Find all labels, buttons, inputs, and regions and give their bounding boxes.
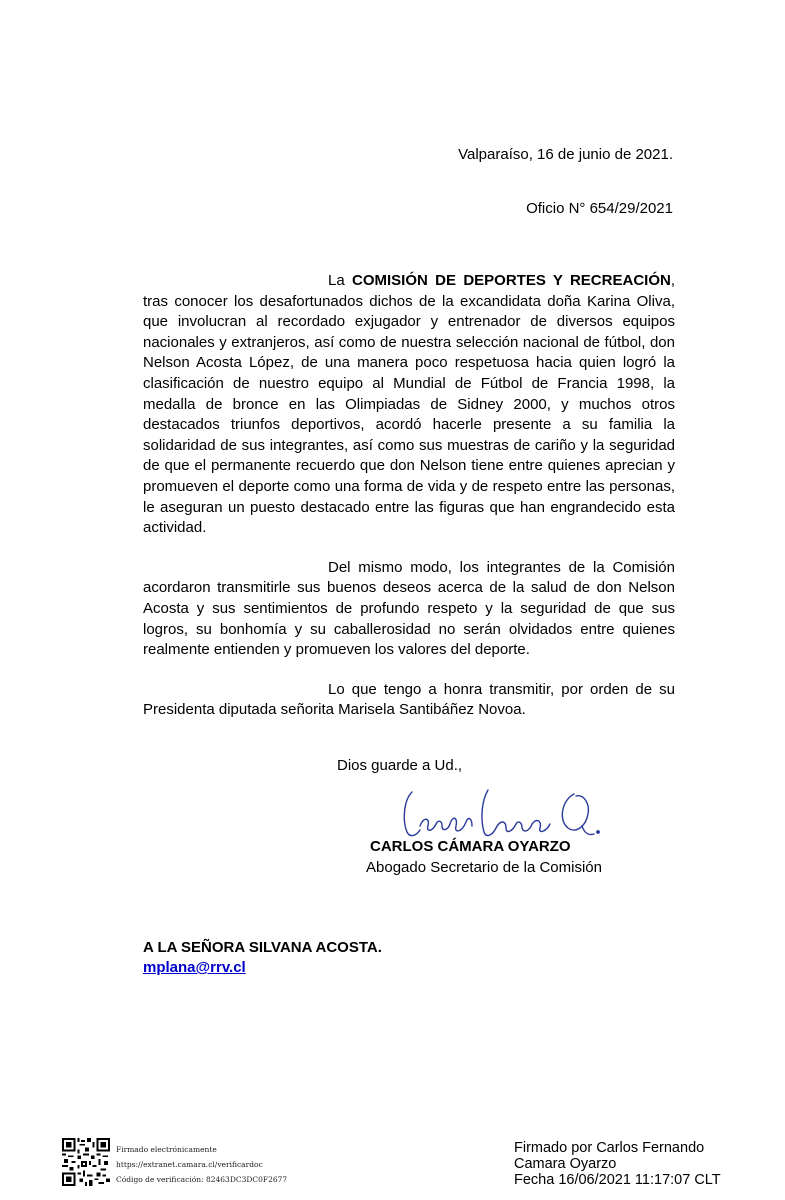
electronic-signed-label: Firmado electrónicamente bbox=[116, 1145, 217, 1154]
signed-by-line1: Firmado por Carlos Fernando bbox=[514, 1140, 705, 1156]
paragraph-2: Del mismo modo, los integrantes de la Comisión acordaron transmitirle sus buenos deseos acerca de la salud de don Nelson Acosta y sus sentimientos de profundo respeto y la seguridad de que sus logros, su bonhomía y su caballerosidad no serán olvidados entre quienes realmente entienden y promueven los valores del deporte. bbox=[143, 558, 675, 659]
closing-salutation: Dios guarde a Ud., bbox=[337, 757, 463, 774]
reference-number: Oficio N° 654/29/2021 bbox=[526, 200, 673, 217]
digital-signature-stamp bbox=[514, 1140, 721, 1188]
signer-title: Abogado Secretario de la Comisión bbox=[366, 859, 602, 876]
qr-code-icon bbox=[62, 1138, 110, 1186]
email-link[interactable]: mplana@rrv.cl bbox=[143, 959, 246, 976]
paragraph-3: Lo que tengo a honra transmitir, por orden de su Presidenta diputada señorita Marisela Santibáñez Novoa. bbox=[143, 680, 675, 719]
letter-body bbox=[143, 271, 675, 740]
signed-date: Fecha 16/06/2021 11:17:07 CLT bbox=[514, 1172, 721, 1188]
paragraph-1-lead: La bbox=[328, 272, 353, 289]
paragraph-1 bbox=[143, 271, 675, 539]
commission-name: COMISIÓN DE DEPORTES Y RECREACIÓN bbox=[352, 272, 671, 289]
handwritten-signature bbox=[398, 786, 608, 842]
verify-url[interactable]: https://extranet.camara.cl/verificardoc bbox=[116, 1160, 263, 1169]
date-line: Valparaíso, 16 de junio de 2021. bbox=[458, 146, 673, 163]
signed-by-line2: Camara Oyarzo bbox=[514, 1156, 617, 1172]
verify-code: Código de verificación: 82463DC3DC0F2677 bbox=[116, 1175, 288, 1184]
electronic-signature-info bbox=[116, 1142, 287, 1187]
paragraph-1-rest: , tras conocer los desafortunados dichos de la excandidata doña Karina Oliva, que involucran al recordado exjugador y entrenador de diversos equipos nacionales y extranjeros, así como de nuestra selección nacional de fútbol, don Nelson Acosta López, de una manera poco respetuosa hacia quien logró la clasificación de nuestro equipo al Mundial de Fútbol de Francia 1998, la medalla de bronce en las Olimpiadas de Sidney 2000, y muchos otros destacados triunfos deportivos, acordó hacerle presente a su familia la solidaridad de sus integrantes, así como sus muestras de cariño y la seguridad de que el permanente recuerdo que don Nelson tiene entre quienes aprecian y promueven el deporte como una forma de vida y de respeto entre las personas, le aseguran un puesto destacado entre las figuras que han engrandecido esta actividad. bbox=[143, 272, 675, 537]
addressee: A LA SEÑORA SILVANA ACOSTA. bbox=[143, 939, 382, 956]
signer-name: CARLOS CÁMARA OYARZO bbox=[370, 838, 571, 855]
